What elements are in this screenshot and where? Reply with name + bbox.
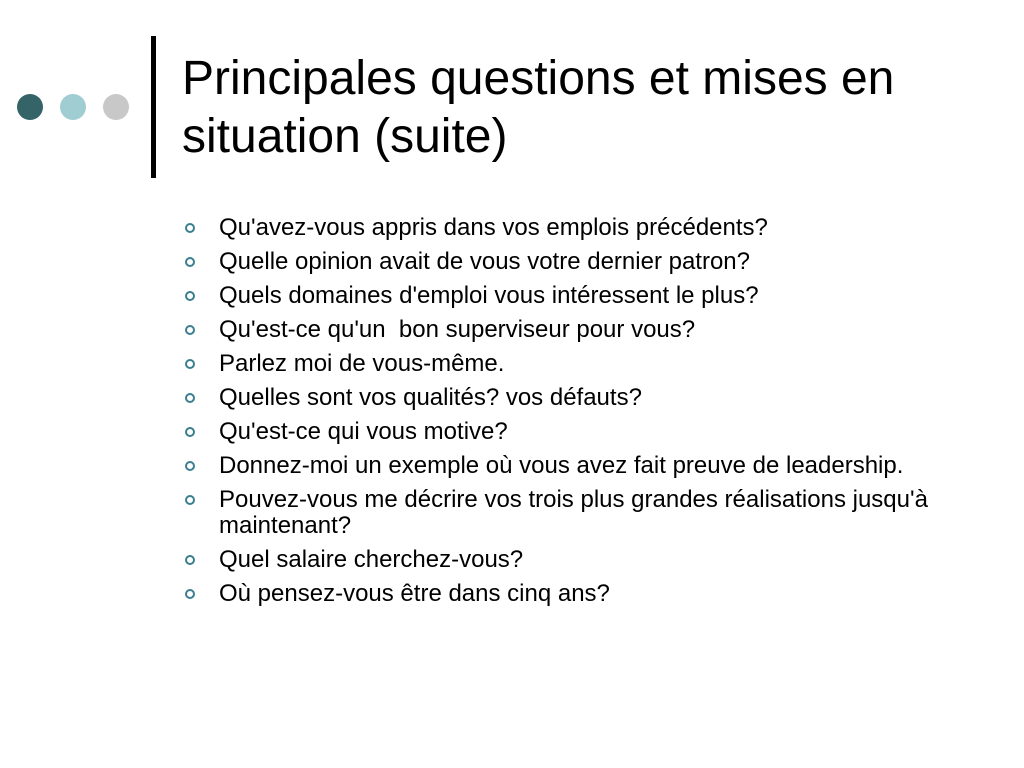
bullet-item <box>182 317 982 343</box>
decorative-dot-light <box>60 94 86 120</box>
bullet-icon <box>185 325 195 335</box>
bullet-icon <box>185 393 195 403</box>
bullet-text: Qu'est-ce qu'un bon superviseur pour vous? <box>219 316 696 343</box>
bullet-item <box>182 351 982 377</box>
slide-title: Principales questions et mises en situation (suite) <box>182 52 895 163</box>
title-divider <box>151 36 156 178</box>
bullet-text: Qu'est-ce qui vous motive? <box>219 418 508 445</box>
bullet-icon <box>185 291 195 301</box>
bullet-text: Quels domaines d'emploi vous intéressent le plus? <box>219 282 759 309</box>
bullet-icon <box>185 223 195 233</box>
bullet-icon <box>185 589 195 599</box>
bullet-list <box>182 215 982 615</box>
bullet-text: Donnez-moi un exemple où vous avez fait preuve de leadership. <box>219 452 904 479</box>
bullet-text: Quelles sont vos qualités? vos défauts? <box>219 384 642 411</box>
bullet-text: Quelle opinion avait de vous votre dernier patron? <box>219 248 750 275</box>
bullet-item <box>182 419 982 445</box>
bullet-icon <box>185 427 195 437</box>
bullet-item <box>182 249 982 275</box>
decorative-dot-dark <box>17 94 43 120</box>
bullet-text: Quel salaire cherchez-vous? <box>219 546 524 573</box>
bullet-text: Qu'avez-vous appris dans vos emplois précédents? <box>219 214 768 241</box>
bullet-icon <box>185 555 195 565</box>
bullet-item <box>182 215 982 241</box>
bullet-icon <box>185 461 195 471</box>
bullet-item <box>182 487 982 539</box>
decorative-dot-gray <box>103 94 129 120</box>
bullet-item <box>182 581 982 607</box>
bullet-icon <box>185 257 195 267</box>
bullet-item <box>182 283 982 309</box>
bullet-text: Où pensez-vous être dans cinq ans? <box>219 580 610 607</box>
bullet-item <box>182 453 982 479</box>
bullet-icon <box>185 495 195 505</box>
bullet-item <box>182 385 982 411</box>
bullet-item <box>182 547 982 573</box>
bullet-text: Pouvez-vous me décrire vos trois plus grandes réalisations jusqu'à maintenant? <box>219 486 928 539</box>
bullet-icon <box>185 359 195 369</box>
bullet-text: Parlez moi de vous-même. <box>219 350 505 377</box>
